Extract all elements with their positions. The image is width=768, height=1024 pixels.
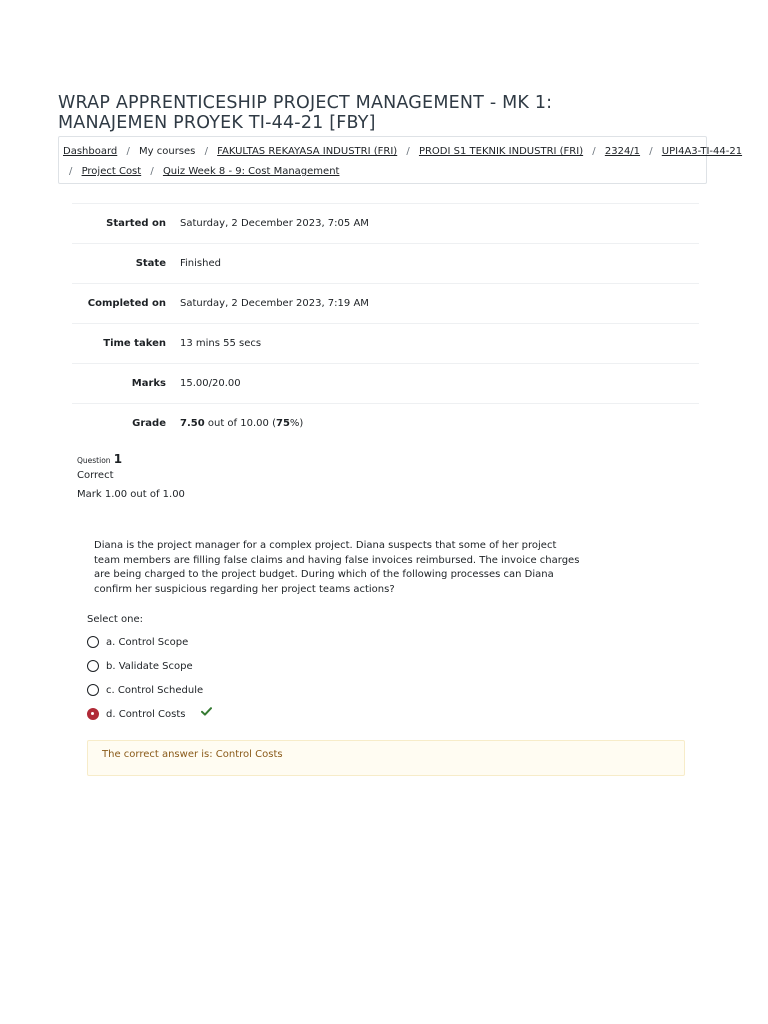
grade-score: 7.50: [180, 418, 205, 429]
answer-option-d[interactable]: [87, 702, 212, 726]
breadcrumb-my-courses: My courses: [139, 146, 196, 157]
summary-label: Completed on: [87, 298, 166, 309]
correct-answer-feedback: The correct answer is: Control Costs: [87, 740, 685, 776]
breadcrumb-separator: /: [204, 146, 208, 157]
breadcrumb-course[interactable]: UPI4A3-TI-44-21: [661, 146, 743, 157]
answer-label: b. Validate Scope: [106, 660, 193, 672]
breadcrumb-quiz[interactable]: Quiz Week 8 - 9: Cost Management: [162, 166, 340, 177]
breadcrumb-faculty[interactable]: FAKULTAS REKAYASA INDUSTRI (FRI): [217, 146, 398, 157]
summary-value: 13 mins 55 secs: [180, 338, 262, 349]
question-text: Diana is the project manager for a complex project. Diana suspects that some of her project team members are filling false claims and having false invoices reimbursed. The invoice charges are being charged to the project budget. During which of the following processes can Diana confirm her suspicious regarding her project teams actions?: [94, 540, 580, 595]
question-number: [77, 452, 185, 466]
answer-prompt: Select one:: [87, 614, 144, 625]
breadcrumb-section[interactable]: Project Cost: [81, 166, 142, 177]
grade-percent: 75: [275, 418, 290, 429]
page-title: [58, 93, 698, 133]
breadcrumb-program[interactable]: PRODI S1 TEKNIK INDUSTRI (FRI): [418, 146, 584, 157]
summary-row-time-taken: [72, 324, 699, 364]
summary-value: Finished: [180, 258, 221, 269]
breadcrumb: [58, 136, 743, 184]
page-title-line2: MANAJEMEN PROYEK TI-44-21 [FBY]: [58, 113, 376, 133]
breadcrumb-separator: /: [649, 146, 653, 157]
summary-row-state: [72, 244, 699, 284]
question-number-value: 1: [113, 452, 123, 466]
summary-row-grade: [72, 404, 699, 443]
summary-row-started-on: [72, 204, 699, 244]
question-grade: Mark 1.00 out of 1.00: [77, 489, 185, 500]
answer-option-a[interactable]: [87, 630, 212, 654]
answer-label: a. Control Scope: [106, 636, 189, 648]
question-info: [77, 452, 185, 500]
check-icon: [201, 707, 212, 716]
breadcrumb-separator: /: [69, 166, 73, 177]
question-state: Correct: [77, 470, 114, 481]
page-title-line1: WRAP APPRENTICESHIP PROJECT MANAGEMENT - MK 1:: [58, 93, 553, 113]
summary-value: 15.00/20.00: [180, 378, 241, 389]
summary-label: State: [135, 258, 166, 269]
breadcrumb-separator: /: [150, 166, 154, 177]
answer-options: [87, 630, 212, 726]
breadcrumb-separator: /: [592, 146, 596, 157]
breadcrumb-separator: /: [406, 146, 410, 157]
radio-button[interactable]: [87, 660, 99, 672]
attempt-summary-table: [72, 203, 699, 443]
radio-button[interactable]: [87, 684, 99, 696]
grade-close-paren: %): [289, 418, 304, 429]
summary-value: Saturday, 2 December 2023, 7:19 AM: [180, 298, 369, 309]
grade-open-paren: (: [272, 418, 276, 429]
answer-label: c. Control Schedule: [106, 684, 204, 696]
summary-label: Marks: [131, 378, 166, 389]
question-label: Question: [77, 456, 111, 465]
summary-label: Started on: [106, 218, 166, 229]
grade-out-of: out of 10.00: [207, 418, 269, 429]
radio-button[interactable]: [87, 636, 99, 648]
answer-label: d. Control Costs: [106, 708, 186, 720]
summary-label: Grade: [132, 418, 166, 429]
answer-option-b[interactable]: [87, 654, 212, 678]
summary-label: Time taken: [103, 338, 166, 349]
summary-value: Saturday, 2 December 2023, 7:05 AM: [180, 218, 369, 229]
summary-row-completed-on: [72, 284, 699, 324]
breadcrumb-dashboard[interactable]: Dashboard: [63, 146, 118, 157]
radio-button-selected[interactable]: [87, 708, 99, 720]
summary-row-marks: [72, 364, 699, 404]
summary-value: [180, 418, 303, 429]
breadcrumb-separator: /: [126, 146, 130, 157]
answer-option-c[interactable]: [87, 678, 212, 702]
breadcrumb-term[interactable]: 2324/1: [604, 146, 641, 157]
